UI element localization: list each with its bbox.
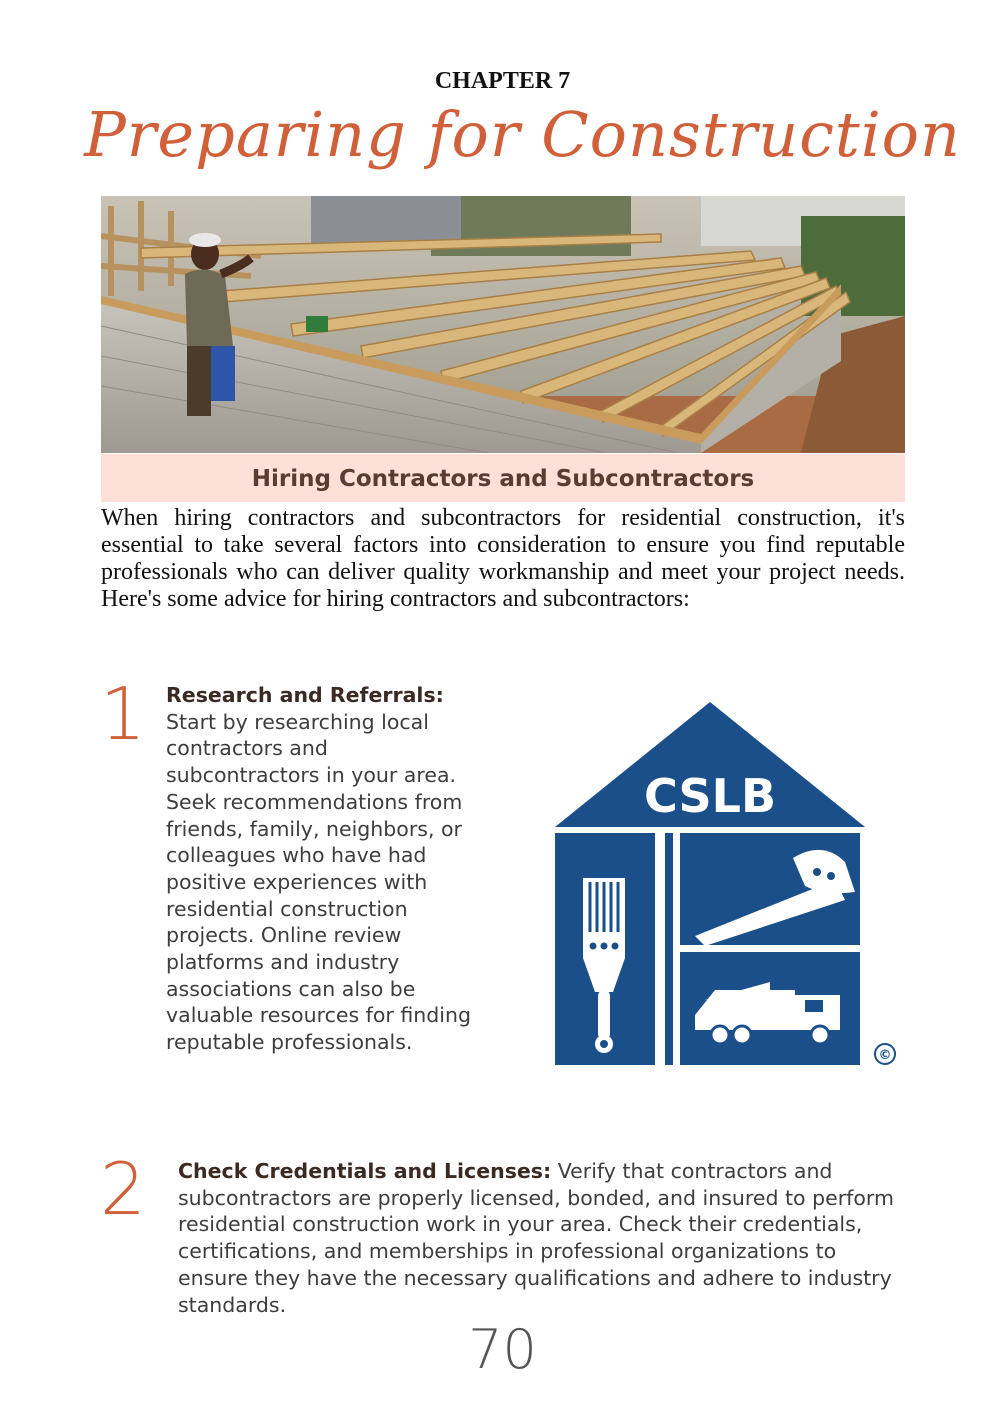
copyright-mark: © xyxy=(878,1048,892,1063)
list-item-credentials xyxy=(178,1158,908,1318)
section-heading: Hiring Contractors and Subcontractors xyxy=(251,466,755,492)
item-heading: Research and Referrals: xyxy=(166,683,444,707)
page-title: Preparing for Construction xyxy=(84,98,961,171)
construction-photo xyxy=(101,196,905,453)
item-number-2: 2 xyxy=(100,1147,146,1231)
chapter-label: CHAPTER 7 xyxy=(434,68,571,94)
page-number: 70 xyxy=(468,1318,537,1381)
intro-paragraph: When hiring contractors and subcontractors for residential construction, it's essential to take several factors into consideration to ensure you find reputable professionals who can deliver quality workmanship and meet your project needs. Here's some advice for hiring contractors and subcontractors: xyxy=(101,505,905,612)
item-body: Start by researching local contractors and subcontractors in your area. Seek recommendations from friends, family, neighbors, or colleagues who have had positive experiences with residential construction projects. Online review platforms and industry associations can also be valuable resources for finding reputable professionals. xyxy=(166,709,471,1055)
list-item-research xyxy=(166,682,486,1056)
logo-text: CSLB xyxy=(643,769,777,823)
item-number-1: 1 xyxy=(100,672,146,756)
item-heading: Check Credentials and Licenses: xyxy=(178,1159,552,1183)
section-heading-band xyxy=(101,454,905,502)
item-body: Verify that contractors and subcontractors are properly licensed, bonded, and insured to perform residential construction work in your area. Check their credentials, certifications, and memberships in professional organizations to ensure they have the necessary qualifications and adhere to industry standards. xyxy=(178,1159,894,1317)
cslb-logo xyxy=(555,700,905,1078)
